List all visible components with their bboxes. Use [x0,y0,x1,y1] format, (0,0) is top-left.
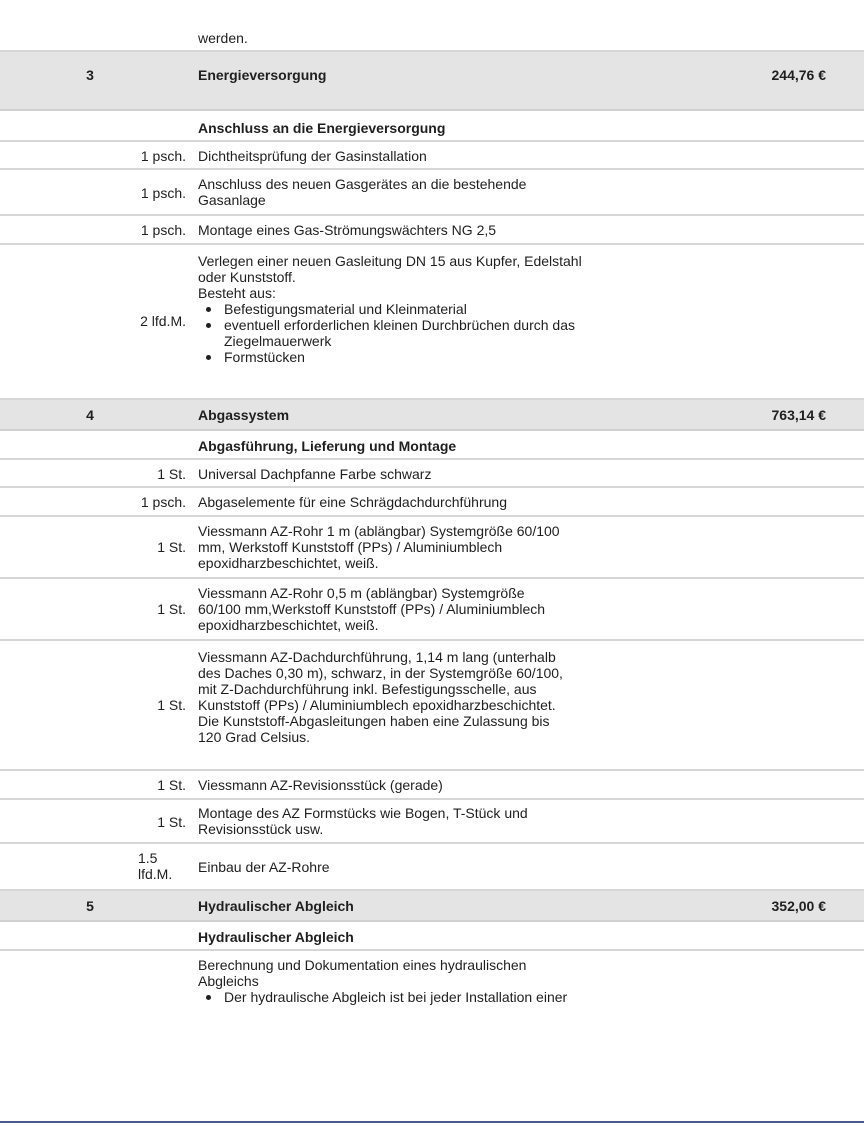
item-quantity: 1 psch. [140,148,186,164]
item-description: Abgaselemente für eine Schrägdachdurchführung [198,494,507,510]
section-price: 244,76 € [771,67,826,83]
item-row [0,170,864,216]
section-row-3 [0,52,864,111]
item-row [0,460,864,488]
item-row [0,216,864,245]
item-row [0,142,864,170]
section-number: 5 [86,898,94,914]
item-row [0,800,864,844]
description-line: epoxidharzbeschichtet, weiß. [198,555,379,571]
description-line: Die Kunststoff-Abgasleitungen haben eine Zulassung bis [198,713,550,729]
section-title: Abgassystem [198,407,290,423]
item-quantity: 1 St. [157,777,186,793]
description-line: Viessmann AZ-Rohr 0,5 m (ablängbar) Systemgröße [198,585,525,601]
description-bullets [198,301,678,365]
description-line: des Daches 0,30 m), schwarz, in der Systemgröße 60/100, [198,665,563,681]
item-description [198,176,678,208]
section-price: 763,14 € [771,407,826,423]
subheading: Abgasführung, Lieferung und Montage [198,438,457,454]
item-description [198,585,678,633]
item-description: Viessmann AZ-Revisionsstück (gerade) [198,777,443,793]
description-line: Montage des AZ Formstücks wie Bogen, T-Stück und [198,805,528,821]
description-line: Viessmann AZ-Dachdurchführung, 1,14 m lang (unterhalb [198,649,556,665]
description-line: Verlegen einer neuen Gasleitung DN 15 aus Kupfer, Edelstahl [198,253,582,269]
section-number: 3 [86,67,94,83]
item-quantity: 1 St. [157,539,186,555]
item-description [198,253,678,365]
description-bullets [198,989,678,1005]
description-line: Abgleichs [198,973,259,989]
description-line: Revisionsstück usw. [198,821,324,837]
description-line: Berechnung und Dokumentation eines hydraulischen [198,957,527,973]
item-row [0,579,864,641]
description-line: mit Z-Dachdurchführung inkl. Befestigungsschelle, aus [198,681,537,697]
item-description [198,523,678,571]
item-row [0,771,864,800]
item-description [198,957,678,1005]
item-quantity: 1 St. [157,697,186,713]
item-row [0,641,864,771]
item-quantity: 1 St. [157,814,186,830]
bullet-item: eventuell erforderlichen kleinen Durchbrüchen durch das Ziegelmauerwerk [224,317,678,349]
section-row-5 [0,891,864,922]
description-line: Anschluss des neuen Gasgerätes an die bestehende [198,176,527,192]
item-row [0,517,864,579]
bullet-item: Formstücken [224,349,678,365]
section-row-4 [0,400,864,431]
subheading: Anschluss an die Energieversorgung [198,120,446,136]
item-row [0,245,864,400]
bullet-item: Der hydraulische Abgleich ist bei jeder Installation einer [224,989,678,1005]
item-description [198,805,678,837]
description-line: 120 Grad Celsius. [198,729,311,745]
bullet-item: Befestigungsmaterial und Kleinmaterial [224,301,678,317]
page-bottom-border [0,1121,864,1123]
subheading-row [0,431,864,460]
item-description: Montage eines Gas-Strömungswächters NG 2,5 [198,222,497,238]
description-line: Kunststoff (PPs) / Aluminiumblech epoxidharzbeschichtet. [198,697,556,713]
item-quantity: 1 psch. [140,185,186,201]
description-line: mm, Werkstoff Kunststoff (PPs) / Aluminiumblech [198,539,503,555]
item-description: Universal Dachpfanne Farbe schwarz [198,466,432,482]
item-description: Einbau der AZ-Rohre [198,859,330,875]
subheading-row [0,922,864,951]
item-quantity: 1 psch. [140,494,186,510]
item-quantity: 1 psch. [140,222,186,238]
section-price: 352,00 € [771,898,826,914]
item-description: Dichtheitsprüfung der Gasinstallation [198,148,427,164]
item-description [198,649,678,745]
item-row [0,844,864,891]
item-row [0,951,864,1031]
description-line: Viessmann AZ-Rohr 1 m (ablängbar) Systemgröße 60/100 [198,523,560,539]
continuation-text: werden. [198,30,248,46]
item-quantity: 2 lfd.M. [140,313,186,329]
subheading: Hydraulischer Abgleich [198,929,354,945]
description-line: epoxidharzbeschichtet, weiß. [198,617,379,633]
section-number: 4 [86,407,94,423]
description-line: Besteht aus: [198,285,276,301]
description-line: Gasanlage [198,192,266,208]
description-line: oder Kunststoff. [198,269,296,285]
subheading-row [0,111,864,142]
item-quantity: 1 St. [157,466,186,482]
continuation-row [0,0,864,52]
section-title: Hydraulischer Abgleich [198,898,354,914]
section-title: Energieversorgung [198,67,327,83]
item-quantity: 1.5 lfd.M. [138,850,173,882]
item-row [0,488,864,517]
item-quantity: 1 St. [157,601,186,617]
description-line: 60/100 mm,Werkstoff Kunststoff (PPs) / Aluminiumblech [198,601,546,617]
